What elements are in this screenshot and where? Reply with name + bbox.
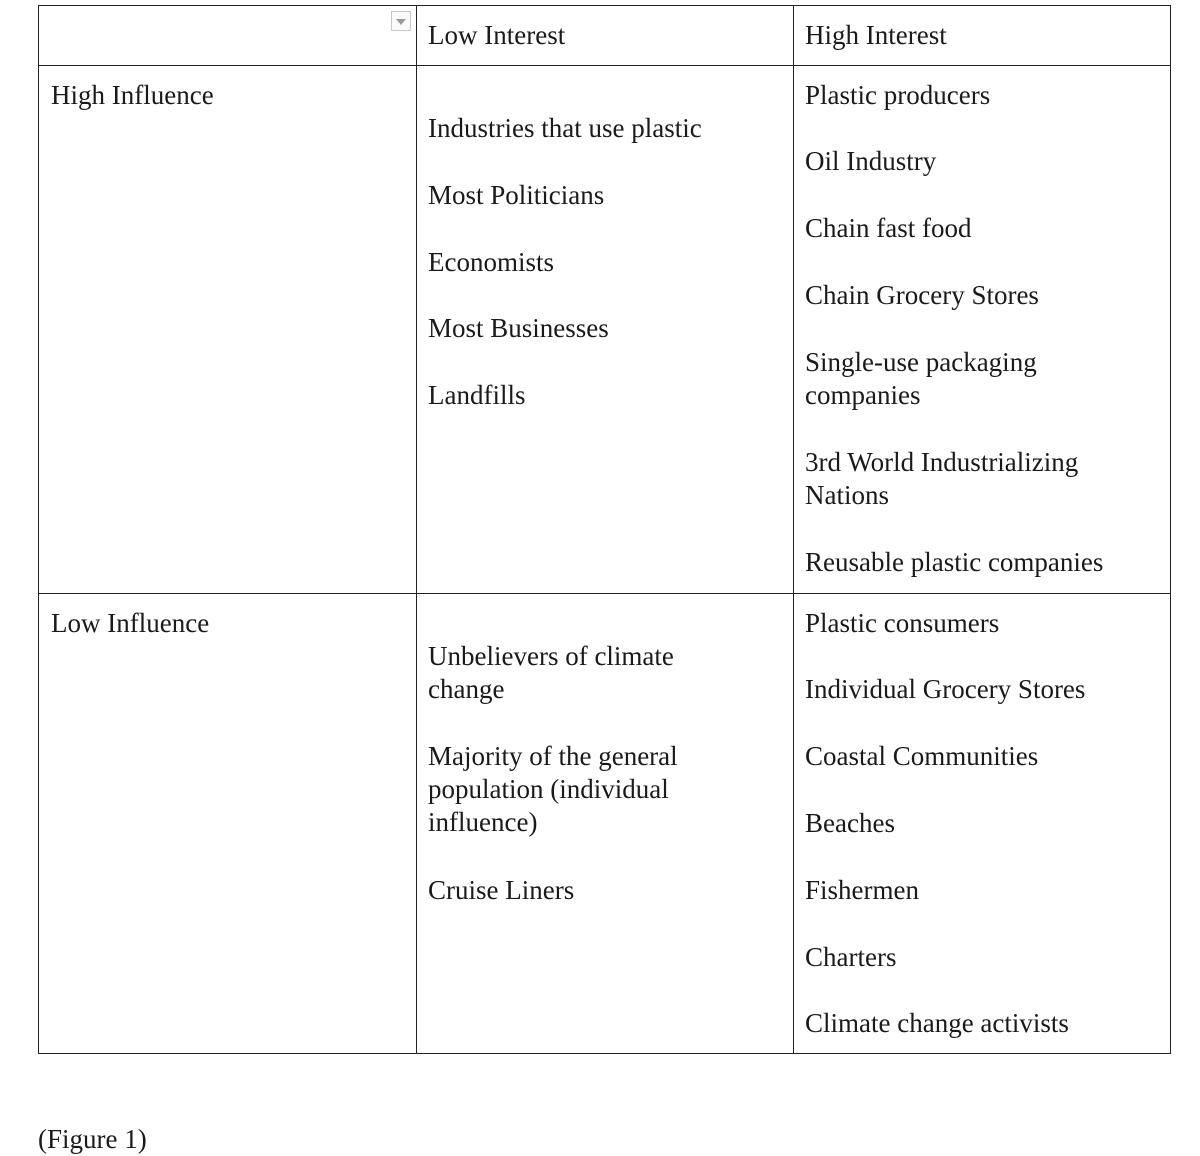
list-item: Cruise Liners (428, 875, 575, 905)
header-low-interest-cell (416, 6, 793, 65)
list-item: Landfills (428, 380, 526, 410)
header-high-interest: High Interest (805, 20, 947, 50)
list-item: Economists (428, 247, 554, 277)
low-influence-low-interest-cell (416, 593, 793, 1055)
header-low-interest: Low Interest (428, 20, 566, 50)
row-label-high-influence: High Influence (51, 80, 214, 110)
list-item: Oil Industry (805, 146, 937, 176)
list-item: Most Businesses (428, 313, 609, 343)
list-item: Unbelievers of climate change (428, 641, 674, 704)
row-label-low-influence-cell (39, 593, 416, 1055)
list-item: Charters (805, 942, 897, 972)
list-item: 3rd World Industrializing Nations (805, 447, 1079, 510)
chevron-down-icon[interactable] (391, 11, 411, 31)
low-influence-high-interest-cell (793, 593, 1172, 1055)
high-influence-low-interest-cell (416, 65, 793, 593)
header-high-interest-cell (793, 6, 1172, 65)
list-item: Most Politicians (428, 180, 605, 210)
list-item: Majority of the general population (individual influence) (428, 741, 678, 837)
list-item: Single-use packaging companies (805, 347, 1037, 410)
row-label-low-influence: Low Influence (51, 608, 210, 638)
list-item: Chain Grocery Stores (805, 280, 1039, 310)
list-item: Individual Grocery Stores (805, 674, 1086, 704)
list-item: Industries that use plastic (428, 113, 702, 143)
high-influence-high-interest-cell (793, 65, 1172, 593)
list-item: Chain fast food (805, 213, 972, 243)
list-item: Coastal Communities (805, 741, 1039, 771)
list-item: Plastic producers (805, 80, 991, 110)
list-item: Climate change activists (805, 1008, 1069, 1038)
stakeholder-matrix (38, 5, 1171, 1054)
list-item: Plastic consumers (805, 608, 1000, 638)
figure-caption: (Figure 1) (38, 1124, 147, 1154)
list-item: Reusable plastic companies (805, 547, 1104, 577)
list-item: Beaches (805, 808, 895, 838)
list-item: Fishermen (805, 875, 919, 905)
row-label-high-influence-cell (39, 65, 416, 593)
header-corner-cell (39, 6, 416, 65)
